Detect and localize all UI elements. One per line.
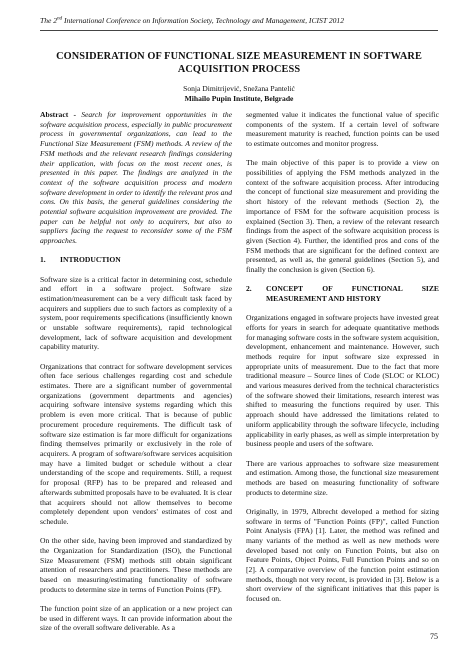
header-superscript: nd: [57, 16, 63, 22]
paragraph: segmented value it indicates the functional value of specific components of the system. If a certain level of software measurement maturity is reached, function points can be used to estimate outcomes and monitor progress.: [246, 110, 439, 149]
page-number: 75: [430, 632, 438, 641]
section-1-title: INTRODUCTION: [60, 255, 121, 265]
abstract-text: Search for improvement opportunities in the software acquisition process, especially in public procurement process in governmental organizations, can lead to the Functional Size Measurement (FSM) methods. A review of the FSM methods and the relevant research findings considering their application, with focus on the most recent ones, is presented in this paper. The findings are analyzed in the context of the software acquisition process and modern software development in order to identify the relevant pros and cons. On this basis, the general guidelines considering the potential software acquisition improvement are provided. The paper can be helpful not only to acquirers, but also to suppliers facing the request to reconsider some of the FSM approaches.: [40, 110, 232, 246]
section-1-heading: [40, 255, 232, 265]
left-column: [40, 110, 232, 642]
section-1-number: 1.: [40, 255, 46, 265]
abstract: [40, 110, 232, 246]
authors: Sonja Dimitrijević, Snežana Pantelić: [183, 84, 295, 93]
paragraph: Originally, in 1979, Albrecht developed a method for sizing software in terms of "Function Points (FP)", called Function Point Analysis (FPA) [1]. Later, the method was refined and many variants of the method as well as new methods were developed based not only on Function Points, but also on Feature Points, Object Points, Full Function Points and so on [2]. A comparative overview of the function point estimation methods, though not very recent, is provided in [3]. Below is a short overview of the significant initiatives that this paper is focused on.: [246, 506, 439, 604]
header-prefix: The 2: [40, 16, 58, 25]
abstract-label: Abstract -: [40, 110, 82, 119]
right-column: [246, 110, 439, 613]
header-rule: [40, 30, 438, 31]
paper-title: CONSIDERATION OF FUNCTIONAL SIZE MEASUREMENT IN SOFTWARE ACQUISITION PROCESS: [56, 51, 422, 75]
paragraph: Organizations engaged in software projects have invested great efforts for years in search for adequate quantitative methods for managing software costs in the software system acquisition, development, enhancement and maintenance. However, such methods require for input software size expressed in appropriate units of measurement. Due to the fact that more traditional measure – Source lines of Code (SLOC or KLOC) and various measures derived from the technical characteristics of the software showed their limitations, research interest was shifted to measuring the functions required by user. This approach should have addressed the limitations related to uniform applicability through the software lifecycle, including applicability in early phases, as well as simple interpretation by business people and users of the software.: [246, 313, 439, 449]
paragraph: Organizations that contract for software development services often face serious challenges regarding cost and schedule estimates. There are a significant number of governmental organizations (government departments and agencies) acquiring software intensive systems regarding which this problem is even more critical. That is because of public procurement procedure requirements. The difficult task of software size estimation is far more difficult for organizations finding themselves primarily or exclusively in the role of acquirers. A program of software/software services acquisition may have a limited budget or schedule without a clear understanding of the scope and requirements. Still, a request for proposal (RFP) has to be prepared and released and afterwards submitted proposals have to be evaluated. It is clear that acquirers should not allow themselves to become completely dependent upon vendors' estimates of cost and schedule.: [40, 361, 232, 526]
section-2-number: 2.: [246, 284, 252, 294]
paragraph: Software size is a critical factor in determining cost, schedule and effort in a software project. Software size estimation/measurement can be a very difficult task faced by acquirers and suppliers due to such factors as complexity of a system, poor requirements specifications (insufficiently known or unstable software requirements), rapid technological development, lack of software acquisition and development capability maturity.: [40, 274, 232, 352]
paragraph: The main objective of this paper is to provide a view on possibilities of applying the FSM methods analyzed in the context of the software acquisition process. After introducing the concept of functional size measurement and providing the short history of the relevant methods (Section 2), the importance of FSM for the software acquisition process is explained (Section 3). Then, a review of the relevant research findings from the aspect of the software acquisition process is given (Section 4). Further, the identified pros and cons of the FSM methods that are significant for the defined context are presented, as well as, the general guidelines (Section 5), and finally the conclusion is given (Section 6).: [246, 158, 439, 275]
affiliation: Mihailo Pupin Institute, Belgrade: [184, 94, 294, 103]
running-header: [40, 16, 440, 25]
paragraph: There are various approaches to software size measurement and estimation. Among those, the functional size measurement methods are based on measuring functionality of software products to determine size.: [246, 458, 439, 497]
section-2-heading: [246, 284, 439, 303]
section-2-title: CONCEPT OF FUNCTIONAL SIZE MEASUREMENT AND HISTORY: [266, 284, 439, 303]
header-rest: International Conference on Information Society, Technology and Management, ICIST 2012: [62, 16, 345, 25]
paragraph: The function point size of an application or a new project can be used in different ways. It can provide information about the size of the overall software deliverable. As a: [40, 603, 232, 633]
paragraph: On the other side, having been improved and standardized by the Organization for Standardization (ISO), the Functional Size Measurement (FSM) methods still obtain significant attention of researchers and practitioners. These methods are based on measuring/estimating functionality of software products to determine size in terms of Function Points (FP).: [40, 536, 232, 594]
